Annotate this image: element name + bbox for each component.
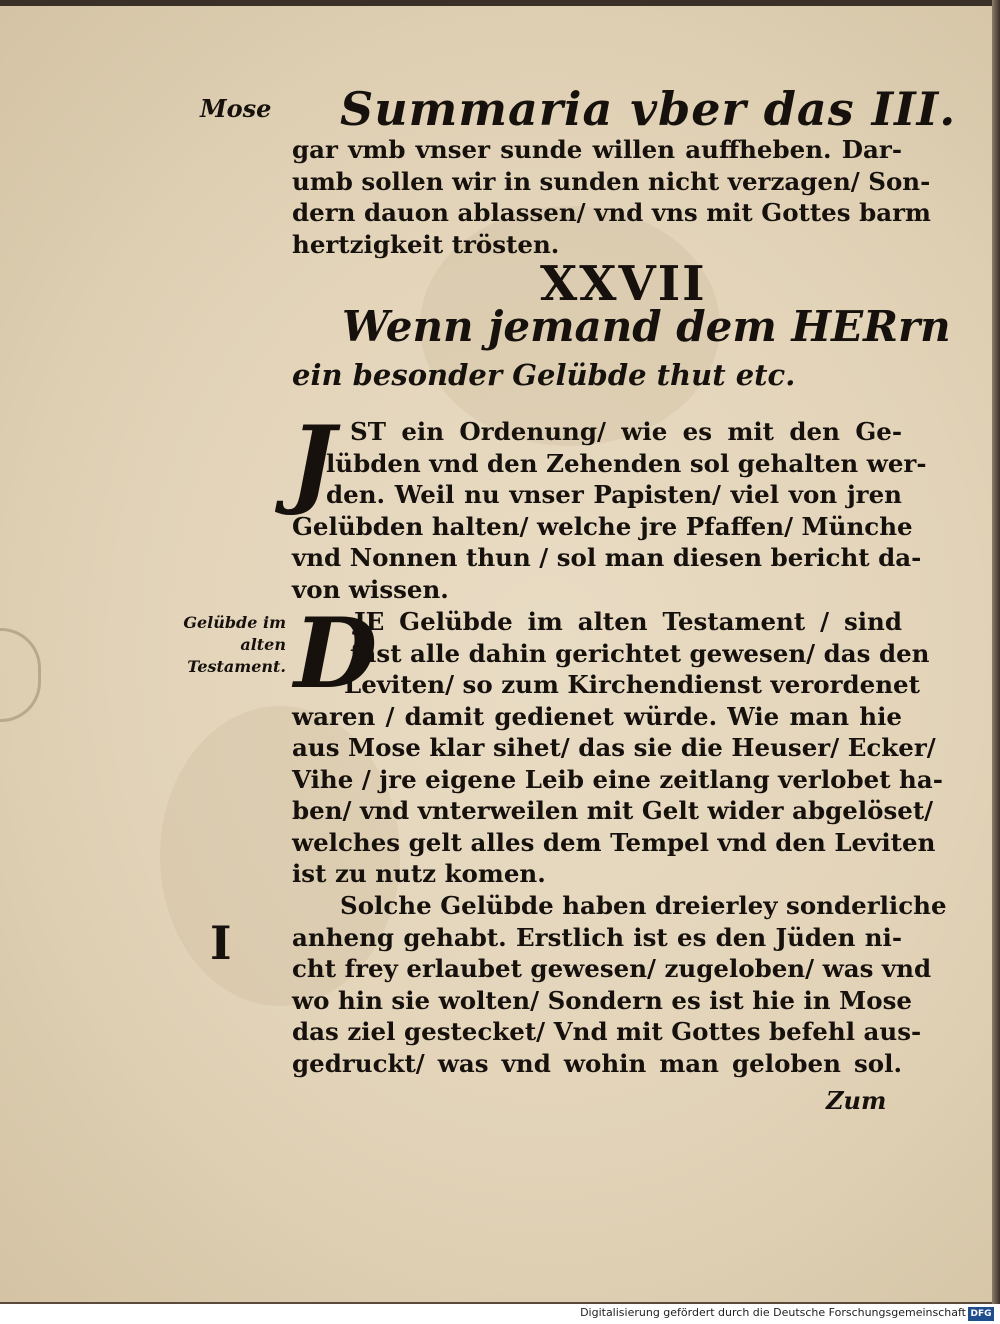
text-block-anheng	[292, 890, 947, 1079]
margin-note: Gelübde im alten Testament.	[183, 613, 286, 676]
text-line: ben/ vnd vnterweilen mit Gelt wider abgelöset/	[292, 796, 934, 825]
text-block-geluebde	[292, 597, 943, 890]
text-line: ST ein Ordenung/ wie es mit den Ge-	[350, 417, 902, 446]
page-clip	[0, 628, 41, 722]
drop-cap-initial: D	[294, 597, 378, 710]
text-block-ordenung	[290, 405, 927, 605]
footer-credit: Digitalisierung gefördert durch die Deutsche Forschungsgemeinschaft	[576, 1305, 966, 1320]
text-line: das ziel gestecket/ Vnd mit Gottes befehl aus-	[292, 1017, 922, 1046]
text-line: den. Weil nu vnser Papisten/ viel von jren	[326, 480, 902, 509]
text-line: ist zu nutz komen.	[292, 859, 546, 888]
book-page	[0, 6, 997, 1302]
text-line: wo hin sie wolten/ Sondern es ist hie in Mose	[292, 985, 912, 1015]
text-line: welches gelt alles dem Tempel vnd den Leviten	[292, 827, 936, 857]
text-line: gar vmb vnser sunde willen auffheben. Dar-	[292, 135, 902, 164]
text-block-summary	[292, 134, 931, 260]
dfg-logo-icon[interactable]: DFG	[968, 1307, 994, 1321]
page-right-edge	[992, 0, 1000, 1306]
text-line: lübden vnd den Zehenden sol gehalten wer-	[326, 448, 927, 478]
text-line: Leviten/ so zum Kirchendienst verordenet	[344, 670, 920, 699]
text-line: Solche Gelübde haben dreierley sonderliche	[340, 891, 947, 920]
text-line: fast alle dahin gerichtet gewesen/ das den	[350, 638, 930, 668]
text-line: JE Gelübde im alten Testament / sind	[354, 607, 902, 636]
text-line: vnd Nonnen thun / sol man diesen bericht da-	[292, 543, 922, 572]
text-line: aus Mose klar sihet/ das sie die Heuser/ Ecker/	[292, 733, 936, 762]
chapter-subtitle: ein besonder Gelübde thut etc.	[292, 358, 796, 392]
chapter-number: XXVII	[540, 256, 707, 312]
text-line: cht frey erlaubet gewesen/ zugeloben/ was vnd	[292, 954, 932, 983]
text-line: anheng gehabt. Erstlich ist es den Jüden ni-	[292, 922, 902, 952]
text-line: waren / damit gedienet würde. Wie man hie	[292, 701, 902, 731]
running-head-title: Summaria vber das III.	[340, 82, 957, 136]
text-line: dern dauon ablassen/ vnd vns mit Gottes barm	[292, 198, 931, 227]
running-head-left: Mose	[200, 94, 272, 123]
margin-numeral: I	[210, 916, 232, 970]
text-line: Gelübden halten/ welche jre Pfaffen/ Münche	[292, 511, 913, 541]
text-line: umb sollen wir in sunden nicht verzagen/ Son-	[292, 166, 931, 196]
drop-cap-initial: J	[290, 405, 336, 518]
text-line: Vihe / jre eigene Leib eine zeitlang verlobet ha-	[292, 764, 943, 794]
text-line: von wissen.	[292, 574, 449, 604]
chapter-title: Wenn jemand dem HERrn	[342, 302, 951, 351]
catchword: Zum	[826, 1086, 887, 1115]
text-line: hertzigkeit trösten.	[292, 229, 560, 259]
text-line: gedruckt/ was vnd wohin man geloben sol.	[292, 1048, 902, 1078]
